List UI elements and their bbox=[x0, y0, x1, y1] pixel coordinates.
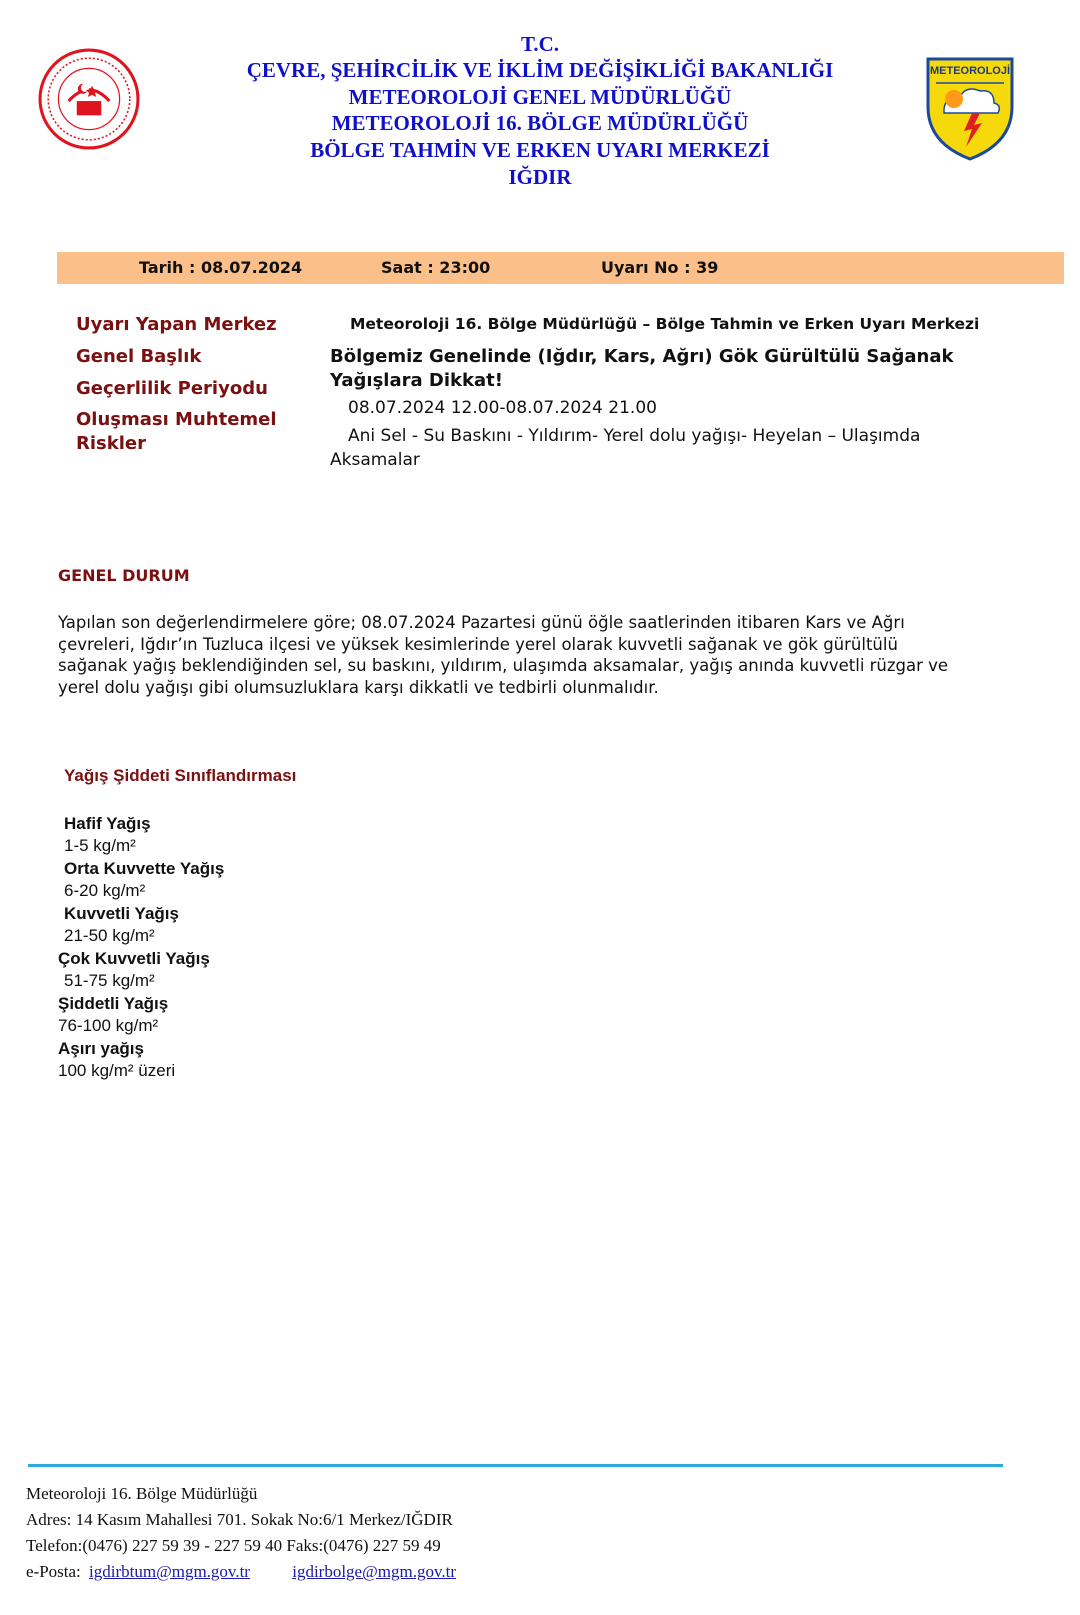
info-warning-no: Uyarı No : 39 bbox=[601, 258, 719, 277]
class-range-moderate: 6-20 kg/m² bbox=[64, 881, 146, 900]
label-possible-risks: Oluşması Muhtemel bbox=[76, 409, 277, 430]
class-name-heavy: Kuvvetli Yağış bbox=[64, 904, 179, 923]
footer-email-row bbox=[26, 1560, 456, 1584]
label-possible-risks-cont: Riskler bbox=[76, 433, 146, 454]
value-validity-period: 08.07.2024 12.00-08.07.2024 21.00 bbox=[348, 398, 657, 418]
meteoroloji-logo-icon bbox=[924, 55, 1016, 161]
value-general-title-cont: Yağışlara Dikkat! bbox=[330, 370, 503, 391]
classification-title: Yağış Şiddeti Sınıflandırması bbox=[64, 766, 297, 785]
value-warning-center: Meteoroloji 16. Bölge Müdürlüğü – Bölge Tahmin ve Erken Uyarı Merkezi bbox=[350, 315, 980, 333]
footer-address: Adres: 14 Kasım Mahallesi 701. Sokak No:6/1 Merkez/IĞDIR bbox=[26, 1510, 453, 1529]
label-validity-period: Geçerlilik Periyodu bbox=[76, 378, 268, 399]
class-name-extreme: Aşırı yağış bbox=[58, 1039, 144, 1058]
class-name-moderate: Orta Kuvvette Yağış bbox=[64, 859, 225, 878]
footer-email-label: e-Posta: bbox=[26, 1562, 81, 1581]
info-bar bbox=[57, 252, 1064, 284]
footer-email-link-2[interactable]: igdirbolge@mgm.gov.tr bbox=[292, 1562, 456, 1581]
class-range-very-heavy: 51-75 kg/m² bbox=[64, 971, 155, 990]
logo-text: METEOROLOJİ bbox=[929, 65, 1011, 77]
footer-org: Meteoroloji 16. Bölge Müdürlüğü bbox=[26, 1484, 258, 1503]
value-general-title: Bölgemiz Genelinde (Iğdır, Kars, Ağrı) Gök Gürültülü Sağanak bbox=[330, 346, 954, 367]
general-situation-title: GENEL DURUM bbox=[58, 566, 190, 585]
value-possible-risks-cont: Aksamalar bbox=[330, 450, 420, 470]
general-situation-line: sağanak yağış beklendiğinden sel, su baskını, yıldırım, ulaşımda aksamalar, yağış anında kuvvetli rüzgar ve bbox=[58, 656, 949, 675]
label-warning-center: Uyarı Yapan Merkez bbox=[76, 314, 277, 335]
header-line-general-directorate: METEOROLOJİ GENEL MÜDÜRLÜĞÜ bbox=[348, 85, 732, 109]
header-line-regional-directorate: METEOROLOJİ 16. BÖLGE MÜDÜRLÜĞÜ bbox=[331, 111, 749, 135]
class-range-heavy: 21-50 kg/m² bbox=[64, 926, 155, 945]
class-name-light: Hafif Yağış bbox=[64, 814, 151, 833]
value-possible-risks: Ani Sel - Su Baskını - Yıldırım- Yerel dolu yağışı- Heyelan – Ulaşımda bbox=[348, 426, 921, 446]
class-name-very-heavy: Çok Kuvvetli Yağış bbox=[58, 949, 210, 968]
label-general-title: Genel Başlık bbox=[76, 346, 202, 367]
general-situation-text bbox=[58, 612, 1018, 698]
info-date: Tarih : 08.07.2024 bbox=[139, 258, 303, 277]
ministry-seal-icon bbox=[38, 48, 140, 150]
header-line-city: IĞDIR bbox=[508, 165, 572, 189]
header-line-tc: T.C. bbox=[520, 32, 560, 56]
class-range-light: 1-5 kg/m² bbox=[64, 836, 136, 855]
footer-phone: Telefon:(0476) 227 59 39 - 227 59 40 Faks:(0476) 227 59 49 bbox=[26, 1536, 441, 1555]
general-situation-line: Yapılan son değerlendirmelere göre; 08.07.2024 Pazartesi günü öğle saatlerinden itibaren Kars ve Ağrı bbox=[58, 613, 905, 632]
class-name-severe: Şiddetli Yağış bbox=[58, 994, 169, 1013]
header-line-warning-center: BÖLGE TAHMİN VE ERKEN UYARI MERKEZİ bbox=[310, 138, 770, 162]
footer-divider bbox=[28, 1464, 1003, 1467]
footer-email-link-1[interactable]: igdirbtum@mgm.gov.tr bbox=[89, 1562, 250, 1581]
general-situation-line: çevreleri, Iğdır’ın Tuzluca ilçesi ve yüksek kesimlerinde yerel olarak kuvvetli sağanak ve gök gürültülü bbox=[58, 634, 898, 654]
class-range-extreme: 100 kg/m² üzeri bbox=[58, 1061, 176, 1080]
class-range-severe: 76-100 kg/m² bbox=[58, 1016, 159, 1035]
header-line-ministry: ÇEVRE, ŞEHİRCİLİK VE İKLİM DEĞİŞİKLİĞİ BAKANLIĞI bbox=[246, 58, 834, 82]
general-situation-line: yerel dolu yağışı gibi olumsuzluklara karşı dikkatli ve tedbirli olunmalıdır. bbox=[58, 677, 659, 697]
info-time: Saat : 23:00 bbox=[381, 258, 491, 277]
